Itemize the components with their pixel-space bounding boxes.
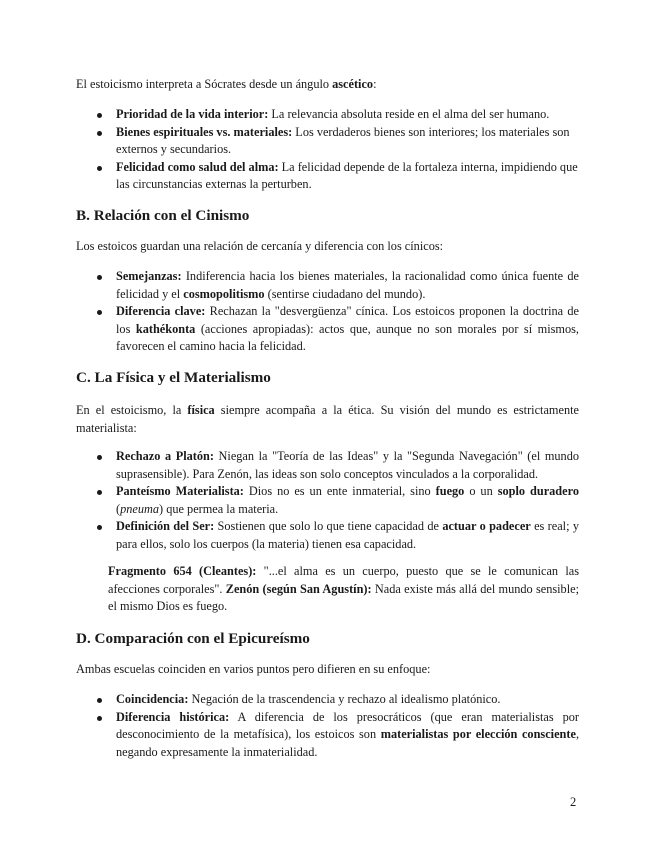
bullet-icon: [97, 131, 102, 136]
bullet-icon: [97, 525, 102, 530]
bullet-icon: [97, 698, 102, 703]
list-item: Bienes espirituales vs. materiales: Los verdaderos bienes son interiores; los materiales son externos y secundarios.: [76, 124, 579, 159]
list-item: Coincidencia: Negación de la trascendencia y rechazo al idealismo platónico.: [76, 691, 579, 709]
section-c-heading: C. La Física y el Materialismo: [76, 369, 271, 386]
section-b-heading: B. Relación con el Cinismo: [76, 207, 250, 224]
socrates-list: [76, 106, 579, 194]
bullet-icon: [97, 275, 102, 280]
list-item: Definición del Ser: Sostienen que solo lo que tiene capacidad de actuar o padecer es real; y para ellos, solo los cuerpos (la materia) tienen esa capacidad.: [76, 518, 579, 553]
bullet-icon: [97, 166, 102, 171]
section-c-intro: En el estoicismo, la física siempre acompaña a la ética. Su visión del mundo es estrictamente materialista:: [76, 403, 579, 435]
section-c-list: [76, 448, 579, 553]
bullet-icon: [97, 490, 102, 495]
list-item: Panteísmo Materialista: Dios no es un ente inmaterial, sino fuego o un soplo duradero (pneuma) que permea la materia.: [76, 483, 579, 518]
section-d-intro: Ambas escuelas coinciden en varios puntos pero difieren en su enfoque:: [76, 662, 431, 676]
intro-paragraph: [76, 76, 579, 94]
list-item: Diferencia histórica: A diferencia de los presocráticos (que eran materialistas por desconocimiento de la metafísica), los estoicos son materialistas por elección consciente, negando expresamente la inmaterialidad.: [76, 709, 579, 762]
fragment-quote: Fragmento 654 (Cleantes): "...el alma es un cuerpo, puesto que se le comunican las afecciones corporales". Zenón (según San Agustín): Nada existe más allá del mundo sensible; el mismo Dios es fuego.: [108, 564, 579, 613]
section-d-list: [76, 691, 579, 761]
bullet-icon: [97, 455, 102, 460]
section-d-heading: D. Comparación con el Epicureísmo: [76, 630, 310, 647]
page-number: 2: [570, 795, 577, 809]
intro-bold: ascético: [332, 77, 374, 91]
section-b-intro: Los estoicos guardan una relación de cercanía y diferencia con los cínicos:: [76, 239, 444, 253]
list-item: Semejanzas: Indiferencia hacia los bienes materiales, la racionalidad como única fuente de felicidad y el cosmopolitismo (sentirse ciudadano del mundo).: [76, 268, 579, 303]
bullet-icon: [97, 716, 102, 721]
list-item: Felicidad como salud del alma: La felicidad depende de la fortaleza interna, impidiendo que las circunstancias externas la perturben.: [76, 159, 579, 194]
list-item: Diferencia clave: Rechazan la "desvergüenza" cínica. Los estoicos proponen la doctrina de los kathékonta (acciones apropiadas): actos que, aunque no son morales por sí mismos, favorecen el camino hacia la felicidad.: [76, 303, 579, 356]
section-b-list: [76, 268, 579, 356]
intro-text: El estoicismo interpreta a Sócrates desde un ángulo: [76, 77, 333, 91]
bullet-icon: [97, 310, 102, 315]
intro-colon: :: [373, 77, 377, 91]
bullet-icon: [97, 113, 102, 118]
list-item: Rechazo a Platón: Niegan la "Teoría de las Ideas" y la "Segunda Navegación" (el mundo suprasensible). Para Zenón, las ideas son solo conceptos vinculados a la corporalidad.: [76, 448, 579, 483]
list-item: Prioridad de la vida interior: La relevancia absoluta reside en el alma del ser humano.: [76, 106, 579, 124]
